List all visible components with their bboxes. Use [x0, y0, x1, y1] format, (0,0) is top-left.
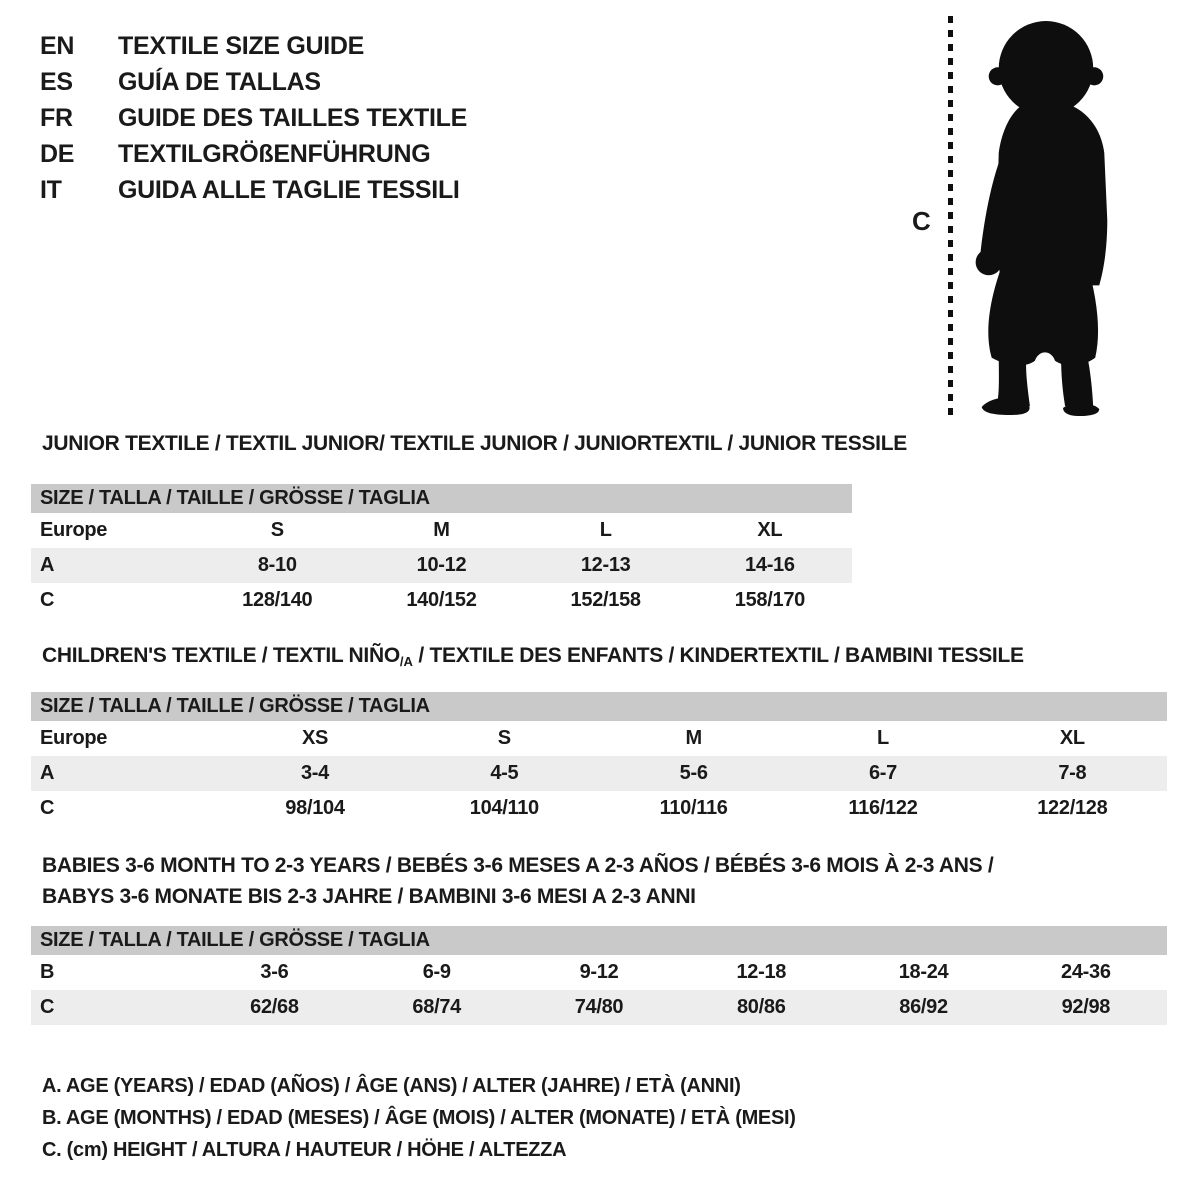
children-heading-text: CHILDREN'S TEXTILE / TEXTIL NIÑO — [42, 644, 400, 667]
row-label-cell: C — [40, 589, 55, 611]
legend-line-b: B. AGE (MONTHS) / EDAD (MESES) / ÂGE (MOIS) / ALTER (MONATE) / ETÀ (MESI) — [42, 1107, 796, 1129]
row-label-cell: B — [40, 961, 55, 983]
row-label-cell: C — [31, 990, 193, 1025]
row-label-cell: A — [31, 548, 195, 583]
legend-line-c: C. (cm) HEIGHT / ALTURA / HAUTEUR / HÖHE / ALTEZZA — [42, 1139, 567, 1161]
value-cell: 68/74 — [356, 990, 518, 1025]
value-cell: 98/104 — [285, 797, 345, 819]
table-row — [31, 791, 1167, 826]
children-size-table — [31, 692, 1167, 826]
value-cell: 122/128 — [1037, 797, 1108, 819]
lang-code: EN — [40, 31, 75, 60]
lang-title: GUÍA DE TALLAS — [118, 67, 321, 96]
value-cell: 92/98 — [1005, 990, 1167, 1025]
lang-title: TEXTILGRÖßENFÜHRUNG — [118, 139, 431, 168]
value-cell: L — [599, 519, 612, 541]
size-header-label: SIZE / TALLA / TAILLE / GRÖSSE / TAGLIA — [31, 926, 1167, 955]
lang-code: DE — [40, 139, 75, 168]
value-cell: 8-10 — [195, 548, 359, 583]
value-cell: 18-24 — [898, 961, 949, 983]
babies-section-heading — [42, 850, 993, 912]
lang-row-fr — [40, 100, 467, 136]
value-cell: 14-16 — [688, 548, 852, 583]
size-header-label: SIZE / TALLA / TAILLE / GRÖSSE / TAGLIA — [31, 692, 1167, 721]
value-cell: S — [497, 727, 511, 749]
junior-section-heading: JUNIOR TEXTILE / TEXTIL JUNIOR/ TEXTILE JUNIOR / JUNIORTEXTIL / JUNIOR TESSILE — [42, 432, 907, 455]
children-heading-text: / TEXTILE DES ENFANTS / KINDERTEXTIL / BAMBINI TESSILE — [412, 644, 1024, 667]
table-row — [31, 721, 1167, 756]
table-row — [31, 955, 1167, 990]
value-cell: 10-12 — [359, 548, 523, 583]
table-row — [31, 990, 1167, 1025]
legend-line-a: A. AGE (YEARS) / EDAD (AÑOS) / ÂGE (ANS) / ALTER (JAHRE) / ETÀ (ANNI) — [42, 1075, 741, 1097]
lang-row-es — [40, 64, 467, 100]
language-header — [40, 28, 467, 208]
babies-heading-line2: BABYS 3-6 MONATE BIS 2-3 JAHRE / BAMBINI 3-6 MESI A 2-3 ANNI — [42, 885, 696, 908]
lang-row-it — [40, 172, 467, 208]
lang-code: FR — [40, 103, 73, 132]
value-cell: 12-13 — [524, 548, 688, 583]
value-cell: 116/122 — [848, 797, 918, 819]
lang-title: TEXTILE SIZE GUIDE — [118, 31, 365, 60]
value-cell: 6-7 — [788, 756, 977, 791]
babies-heading-line1: BABIES 3-6 MONTH TO 2-3 YEARS / BEBÉS 3-6 MESES A 2-3 AÑOS / BÉBÉS 3-6 MOIS À 2-3 ANS / — [42, 854, 994, 877]
size-header-label: SIZE / TALLA / TAILLE / GRÖSSE / TAGLIA — [31, 484, 852, 513]
value-cell: 3-4 — [220, 756, 409, 791]
value-cell: 104/110 — [469, 797, 539, 819]
children-heading-subscript: /A — [399, 654, 413, 669]
table-row — [31, 583, 852, 618]
value-cell: 110/116 — [659, 797, 728, 819]
lang-code: ES — [40, 67, 73, 96]
lang-title: GUIDA ALLE TAGLIE TESSILI — [118, 175, 460, 204]
value-cell: 24-36 — [1061, 961, 1111, 983]
toddler-silhouette-icon — [963, 14, 1139, 416]
value-cell: 9-12 — [579, 961, 619, 983]
value-cell: S — [270, 519, 284, 541]
lang-row-de — [40, 136, 467, 172]
junior-size-table — [31, 484, 852, 618]
table-row — [31, 548, 852, 583]
row-label-cell: Europe — [40, 727, 108, 749]
size-header-row — [31, 484, 852, 513]
row-label-cell: C — [40, 797, 55, 819]
row-label-cell: Europe — [40, 519, 108, 541]
value-cell: 62/68 — [193, 990, 355, 1025]
value-cell: XS — [301, 727, 329, 749]
row-label-cell: A — [31, 756, 220, 791]
children-section-heading — [42, 643, 1024, 674]
value-cell: 152/158 — [570, 589, 641, 611]
lang-title: GUIDE DES TAILLES TEXTILE — [118, 103, 468, 132]
value-cell: 140/152 — [406, 589, 477, 611]
height-dashed-line — [948, 16, 953, 416]
lang-code: IT — [40, 175, 62, 204]
size-header-row — [31, 926, 1167, 955]
size-header-row — [31, 692, 1167, 721]
table-row — [31, 756, 1167, 791]
value-cell: 86/92 — [842, 990, 1004, 1025]
value-cell: 158/170 — [734, 589, 805, 611]
value-cell: 7-8 — [978, 756, 1167, 791]
babies-size-table — [31, 926, 1167, 1025]
value-cell: L — [877, 727, 889, 749]
legend — [42, 1070, 796, 1166]
table-row — [31, 513, 852, 548]
value-cell: 3-6 — [260, 961, 289, 983]
value-cell: 128/140 — [242, 589, 313, 611]
height-marker-label: C — [912, 206, 931, 236]
value-cell: 5-6 — [599, 756, 788, 791]
value-cell: M — [685, 727, 702, 749]
value-cell: 4-5 — [410, 756, 599, 791]
value-cell: XL — [1059, 727, 1085, 749]
value-cell: 74/80 — [518, 990, 680, 1025]
value-cell: 80/86 — [680, 990, 842, 1025]
value-cell: XL — [757, 519, 783, 541]
value-cell: M — [433, 519, 450, 541]
value-cell: 12-18 — [736, 961, 787, 983]
value-cell: 6-9 — [422, 961, 451, 983]
lang-row-en — [40, 28, 467, 64]
